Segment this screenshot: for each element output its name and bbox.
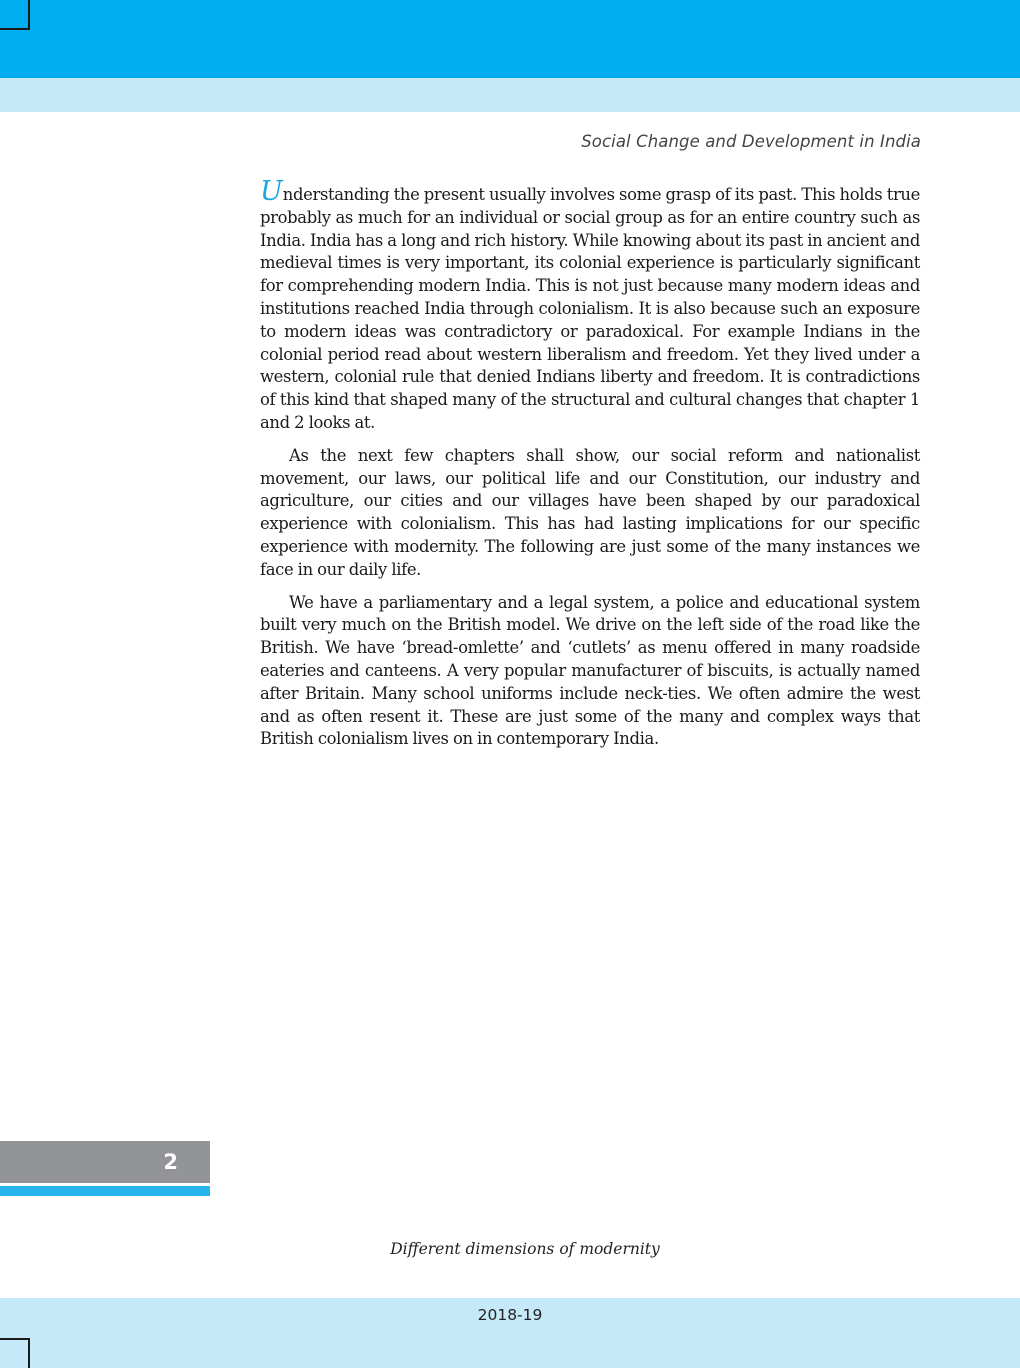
- page-number-tab-accent: [0, 1186, 210, 1196]
- crop-mark-bottom: [0, 1338, 30, 1368]
- paragraph-1: [260, 176, 920, 435]
- crop-mark-top: [0, 0, 30, 30]
- chapter-footer-title: Different dimensions of modernity: [390, 1240, 660, 1258]
- drop-cap: U: [260, 176, 283, 207]
- header-band: [0, 0, 1020, 78]
- paragraph-1-text: nderstanding the present usually involves some grasp of its past. This holds true probably as much for an individual or social group as for an entire country such as India. India has a long and rich history. While knowing about its past in ancient and medieval times is very important, its colonial experience is particularly significant for comprehending modern India. This is not just because many modern ideas and institutions reached India through colonialism. It is also because such an exposure to modern ideas was contradictory or paradoxical. For example Indians in the colonial period read about western liberalism and freedom. Yet they lived under a western, colonial rule that denied Indians liberty and freedom. It is contradictions of this kind that shaped many of the structural and cultural changes that chapter 1 and 2 looks at.: [260, 185, 920, 432]
- edition-year: 2018-19: [477, 1306, 543, 1324]
- body-text: [260, 176, 920, 761]
- page-number: 2: [163, 1150, 178, 1174]
- paragraph-2: As the next few chapters shall show, our social reform and nationalist movement, our laws, our political life and our Constitution, our industry and agriculture, our cities and our villages have been shaped by our paradoxical experience with colonialism. This has had lasting implications for our specific experience with modernity. The following are just some of the many instances we face in our daily life.: [260, 445, 920, 579]
- paragraph-3: We have a parliamentary and a legal system, a police and educational system built very much on the British model. We drive on the left side of the road like the British. We have ‘bread-omlette’ and ‘cutlets’ as menu offered in many roadside eateries and canteens. A very popular manufacturer of biscuits, is actually named after Britain. Many school uniforms include neck-ties. We often admire the west and as often resent it. These are just some of the many and complex ways that British colonialism lives on in contemporary India.: [260, 592, 920, 749]
- running-head: Social Change and Development in India: [581, 132, 921, 151]
- header-light-band: [0, 78, 1020, 112]
